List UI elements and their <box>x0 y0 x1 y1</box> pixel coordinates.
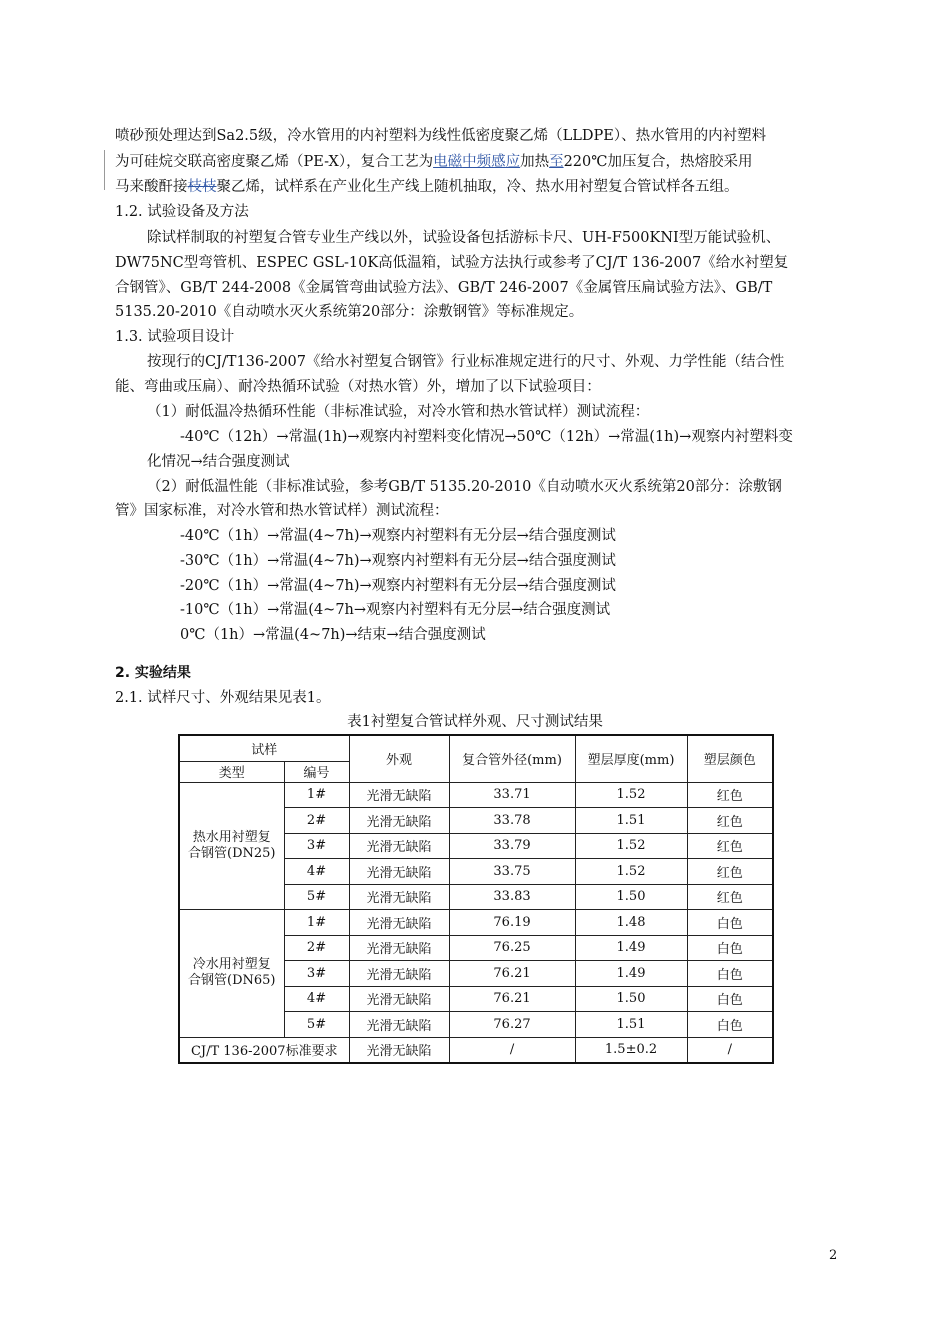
table-row <box>179 910 773 936</box>
cell-no: 3# <box>284 961 349 987</box>
cell-appearance: 光滑无缺陷 <box>349 1012 449 1038</box>
cell-appearance: 光滑无缺陷 <box>349 884 449 910</box>
cell-color: / <box>687 1037 773 1063</box>
flow-line: -20℃（1h）→常温(4~7h)→观察内衬塑料有无分层→结合强度测试 <box>180 578 616 594</box>
cell-appearance: 光滑无缺陷 <box>349 782 449 808</box>
paragraph-line: 除试样制取的衬塑复合管专业生产线以外，试验设备包括游标卡尺、UH-F500KNI型万能试验机、 <box>147 230 781 246</box>
cell-no: 4# <box>284 986 349 1012</box>
cell-no: 5# <box>284 884 349 910</box>
cell-od: 33.83 <box>449 884 575 910</box>
cell-thickness: 1.50 <box>575 986 687 1012</box>
cell-thickness: 1.50 <box>575 884 687 910</box>
cell-appearance: 光滑无缺陷 <box>349 910 449 936</box>
list-item: （2）耐低温性能（非标准试验，参考GB/T 5135.20-2010《自动喷水灭火系统第20部分：涂敷钢 <box>147 479 782 495</box>
cell-thickness: 1.5±0.2 <box>575 1037 687 1063</box>
cell-color: 红色 <box>687 884 773 910</box>
cell-thickness: 1.48 <box>575 910 687 936</box>
cell-color: 白色 <box>687 935 773 961</box>
cell-appearance: 光滑无缺陷 <box>349 1037 449 1063</box>
cell-od: 33.79 <box>449 833 575 859</box>
cell-thickness: 1.49 <box>575 961 687 987</box>
paragraph-line: 5135.20-2010《自动喷水灭火系统第20部分：涂敷钢管》等标准规定。 <box>115 304 584 320</box>
cell-thickness: 1.52 <box>575 782 687 808</box>
group-type-cold: 冷水用衬塑复合钢管(DN65) <box>179 910 284 1038</box>
flow-line: -10℃（1h）→常温(4~7h→观察内衬塑料有无分层→结合强度测试 <box>180 602 611 618</box>
cell-od: 76.21 <box>449 986 575 1012</box>
paragraph-line: 能、弯曲或压扁）、耐冷热循环试验（对热水管）外，增加了以下试验项目： <box>115 379 601 395</box>
paragraph-line: DW75NC型弯管机、ESPEC GSL-10K高低温箱，试验方法执行或参考了CJ/T 136-2007《给水衬塑复 <box>115 255 789 271</box>
header-appearance: 外观 <box>349 735 449 782</box>
cell-od: 76.25 <box>449 935 575 961</box>
cell-no: 1# <box>284 782 349 808</box>
cell-color: 白色 <box>687 986 773 1012</box>
cell-color: 红色 <box>687 859 773 885</box>
cell-color: 白色 <box>687 910 773 936</box>
cell-od: 33.71 <box>449 782 575 808</box>
cell-appearance: 光滑无缺陷 <box>349 986 449 1012</box>
cell-od: / <box>449 1037 575 1063</box>
cell-od: 76.27 <box>449 1012 575 1038</box>
revision-insert: 电磁 <box>433 154 463 170</box>
flow-line: -40℃（12h）→常温(1h)→观察内衬塑料变化情况→50℃（12h）→常温(1h)→观察内衬塑料变 <box>180 429 793 445</box>
cell-no: 5# <box>284 1012 349 1038</box>
header-type: 类型 <box>179 761 284 782</box>
paragraph-line: 喷砂预处理达到Sa2.5级，冷水管用的内衬塑料为线性低密度聚乙烯（LLDPE）、热水管用的内衬塑料 <box>115 128 767 144</box>
section-heading-2: 2. 实验结果 <box>115 665 191 681</box>
flow-line: 化情况→结合强度测试 <box>147 454 290 470</box>
standard-label: CJ/T 136-2007标准要求 <box>179 1037 349 1063</box>
cell-color: 红色 <box>687 833 773 859</box>
paragraph-line: 管》国家标准，对冷水管和热水管试样）测试流程： <box>115 503 449 519</box>
standard-row <box>179 1037 773 1063</box>
cell-thickness: 1.51 <box>575 808 687 834</box>
cell-thickness: 1.52 <box>575 859 687 885</box>
flow-line: 0℃（1h）→常温(4~7h)→结束→结合强度测试 <box>180 627 486 643</box>
cell-color: 红色 <box>687 808 773 834</box>
cell-no: 2# <box>284 935 349 961</box>
revision-delete: 枝枝 <box>187 179 217 195</box>
revision-bar <box>104 150 105 190</box>
cell-color: 白色 <box>687 1012 773 1038</box>
header-color: 塑层颜色 <box>687 735 773 782</box>
section-heading-1-3: 1.3. 试验项目设计 <box>115 329 235 345</box>
list-item: （1）耐低温冷热循环性能（非标准试验，对冷水管和热水管试样）测试流程： <box>147 404 650 420</box>
paragraph-line: 为可硅烷交联高密度聚乙烯（PE-X），复合工艺为电磁中频感应加热至220℃加压复合，热熔胶采用 <box>115 154 753 170</box>
paragraph-line: 按现行的CJ/T136-2007《给水衬塑复合钢管》行业标准规定进行的尺寸、外观、力学性能（结合性 <box>147 354 785 370</box>
cell-od: 33.78 <box>449 808 575 834</box>
cell-appearance: 光滑无缺陷 <box>349 935 449 961</box>
header-number: 编号 <box>284 761 349 782</box>
section-heading-2-1: 2.1. 试样尺寸、外观结果见表1。 <box>115 690 331 706</box>
table-caption: 表1衬塑复合管试样外观、尺寸测试结果 <box>347 714 603 730</box>
flow-line: -30℃（1h）→常温(4~7h)→观察内衬塑料有无分层→结合强度测试 <box>180 553 616 569</box>
cell-appearance: 光滑无缺陷 <box>349 833 449 859</box>
cell-appearance: 光滑无缺陷 <box>349 961 449 987</box>
section-heading-1-2: 1.2. 试验设备及方法 <box>115 204 249 220</box>
cell-od: 76.19 <box>449 910 575 936</box>
cell-thickness: 1.51 <box>575 1012 687 1038</box>
cell-thickness: 1.52 <box>575 833 687 859</box>
cell-od: 76.21 <box>449 961 575 987</box>
table-row <box>179 782 773 808</box>
cell-color: 红色 <box>687 782 773 808</box>
cell-no: 3# <box>284 833 349 859</box>
flow-line: -40℃（1h）→常温(4~7h)→观察内衬塑料有无分层→结合强度测试 <box>180 528 616 544</box>
cell-appearance: 光滑无缺陷 <box>349 808 449 834</box>
results-table <box>178 734 774 1064</box>
cell-no: 4# <box>284 859 349 885</box>
group-type-hot: 热水用衬塑复合钢管(DN25) <box>179 782 284 910</box>
revision-insert: 至 <box>549 154 564 170</box>
page-number: 2 <box>829 1248 838 1263</box>
cell-color: 白色 <box>687 961 773 987</box>
cell-no: 1# <box>284 910 349 936</box>
cell-thickness: 1.49 <box>575 935 687 961</box>
cell-appearance: 光滑无缺陷 <box>349 859 449 885</box>
header-sample: 试样 <box>179 735 349 761</box>
header-thickness: 塑层厚度(mm) <box>575 735 687 782</box>
cell-od: 33.75 <box>449 859 575 885</box>
header-od: 复合管外径(mm) <box>449 735 575 782</box>
cell-no: 2# <box>284 808 349 834</box>
paragraph-line: 合钢管》、GB/T 244-2008《金属管弯曲试验方法》、GB/T 246-2007《金属管压扁试验方法》、GB/T <box>115 280 773 296</box>
paragraph-line: 马来酸酐接枝枝聚乙烯，试样系在产业化生产线上随机抽取，冷、热水用衬塑复合管试样各五组。 <box>115 179 739 195</box>
revision-insert: 中频感应 <box>462 154 521 170</box>
